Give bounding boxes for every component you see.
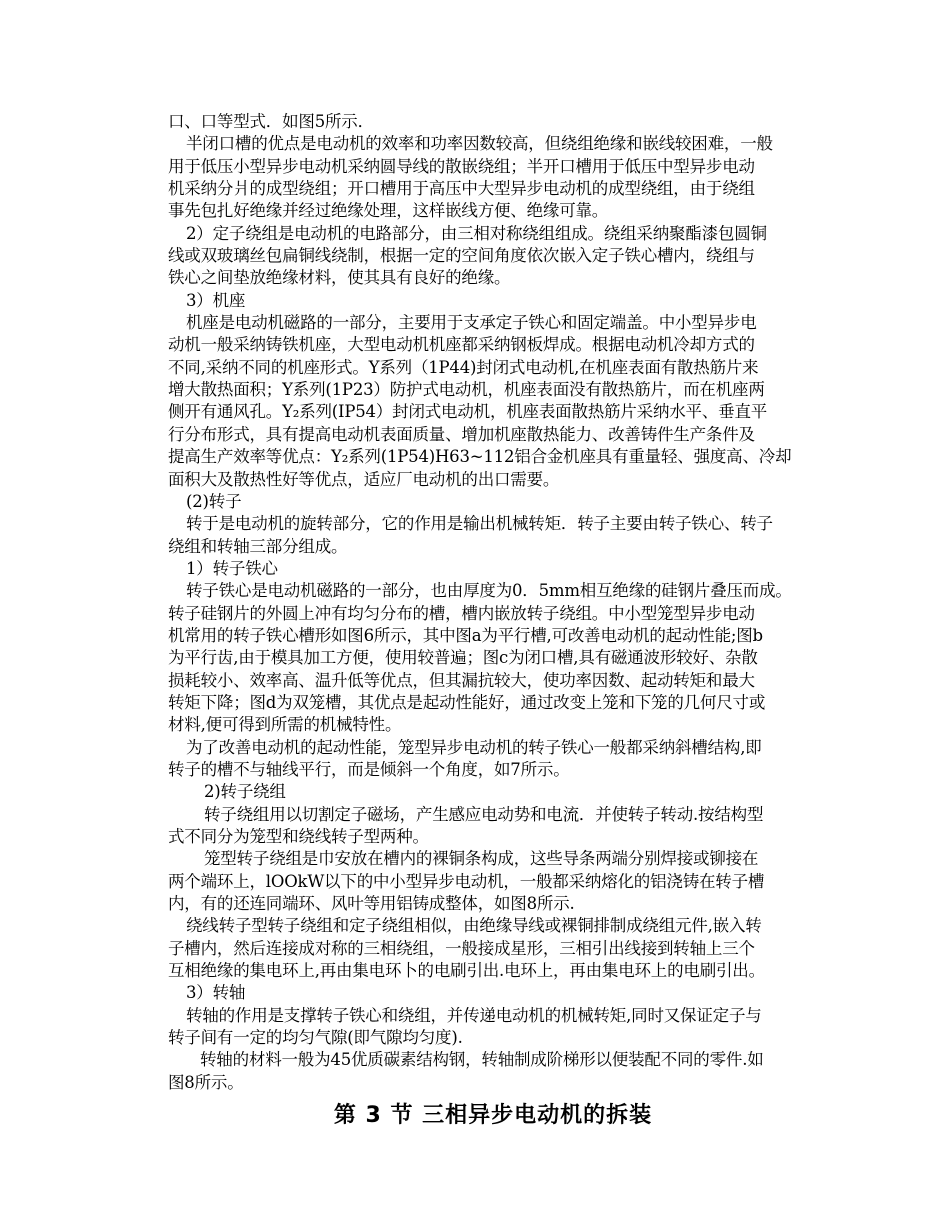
text-line: 材料,便可得到所需的机械特性。 <box>168 715 402 735</box>
text-line: 口、口等型式．如图5所示． <box>168 112 374 131</box>
text-line: 转子铁心是电动机磁路的一部分，也由厚度为0．5mm相互绝缘的硅钢片叠压而成。 <box>186 581 792 601</box>
text-line: 不同,采纳不同的机座形式。Y系列（1P44)封闭式电动机,在机座表面有散热筋片来 <box>168 357 759 377</box>
text-line: 半闭口槽的优点是电动机的效率和功率因数较高，但绕组绝缘和嵌线较困难，一般 <box>186 134 773 154</box>
text-line: 转矩下降；图d为双笼槽，其优点是起动性能好，通过改变上笼和下笼的几何尺寸或 <box>168 692 766 712</box>
text-line: 转子间有一定的均匀气隙(即气隙均匀度). <box>168 1028 463 1048</box>
text-line: 机座是电动机磁路的一部分，主要用于支承定子铁心和固定端盖。中小型异步电 <box>186 313 757 333</box>
text-line: 3）转轴 <box>186 983 246 1003</box>
text-line: 子槽内，然后连接成对称的三相绕组，一般接成星形，三相引出线接到转轴上三个 <box>168 938 755 958</box>
text-line: 提高生产效率等优点：Y₂系列(1P54)H63~112铝合金机座具有重量轻、强度高、冷却 <box>168 447 792 467</box>
text-line: 2）定子绕组是电动机的电路部分，由三相对称绕组组成。绕组采纳聚酯漆包圆铜 <box>186 223 767 243</box>
text-line: 两个端环上，lOOkW以下的中小型异步电动机，一般都采纳熔化的铝浇铸在转子槽 <box>168 871 765 891</box>
text-line: 转于是电动机的旋转部分，它的作用是输出机械转矩．转子主要由转子铁心、转子 <box>186 514 773 534</box>
text-line: 增大散热面积；Y系列(1P23）防护式电动机，机座表面没有散热筋片，而在机座两 <box>168 380 765 400</box>
text-line: 机采纳分爿的成型绕组；开口槽用于高压中大型异步电动机的成型绕组，由于绕组 <box>168 179 755 199</box>
text-line: 1）转子铁心 <box>186 558 278 578</box>
text-line: 为平行齿,由于模具加工方便，使用较普遍；图c为闭口槽,具有磁通波形较好、杂散 <box>168 648 758 668</box>
text-line: 动机一般采纳铸铁机座，大型电动机机座都采纳钢板焊成。根据电动机冷却方式的 <box>168 335 755 355</box>
text-line: 损耗较小、效率高、温升低等优点，但其漏抗较大，使功率因数、起动转矩和最大 <box>168 670 755 690</box>
text-line: 侧开有通风孔。Y₂系列(IP54）封闭式电动机，机座表面散热筋片采纳水平、垂直平 <box>168 402 768 422</box>
text-line: 绕线转子型转子绕组和定子绕组相似，由绝缘导线或裸铜排制成绕组元件,嵌入转 <box>186 916 762 936</box>
text-line: 用于低压小型异步电动机采纳圆导线的散嵌绕组；半开口槽用于低压中型异步电动 <box>168 156 755 176</box>
section-heading: 第 3 节 三相异步电动机的拆装 <box>333 1103 653 1129</box>
text-line: 面积大及散热性好等优点，适应厂电动机的出口需要。 <box>168 469 560 489</box>
text-line: 3）机座 <box>186 290 246 310</box>
text-line: 2)转子绕组 <box>204 782 286 802</box>
text-line: 转子硅钢片的外圆上冲有均匀分布的槽，槽内嵌放转子绕组。中小型笼型异步电动 <box>168 603 755 623</box>
text-line: 事先包扎好绝缘并经过绝缘处理，这样嵌线方便、绝缘可靠。 <box>168 201 609 221</box>
text-line: 笼型转子绕组是巾安放在槽内的裸铜条构成，这些导条两端分别焊接或铆接在 <box>204 849 759 869</box>
text-line: 内，有的还连同端环、风叶等用铝铸成整体，如图8所示. <box>168 894 575 914</box>
text-line: 转轴的材料一般为45优质碳素结构钢，转轴制成阶梯形以便装配不同的零件.如 <box>200 1050 764 1070</box>
text-line: 铁心之间垫放绝缘材料，使其具有良好的绝缘。 <box>168 268 511 288</box>
text-line: 转子绕组用以切割定子磁场，产生感应电动势和电流．并使转子转动.按结构型 <box>204 804 764 824</box>
text-line: 线或双玻璃丝包扁铜线绕制，根据一定的空间角度依次嵌入定子铁心槽内，绕组与 <box>168 246 755 266</box>
text-line: 为了改善电动机的起动性能，笼型异步电动机的转子铁心一般都采纳斜槽结构,即 <box>186 737 762 757</box>
text-line: 行分布形式，具有提高电动机表面质量、增加机座散热能力、改善铸件生产条件及 <box>168 424 755 444</box>
text-line: 转轴的作用是支撑转子铁心和绕组，并传递电动机的机械转矩,同时又保证定子与 <box>186 1005 762 1025</box>
body-text <box>168 111 858 1094</box>
text-line: 互相绝缘的集电环上,再由集电环卜的电刷引出.电环上，再由集电环上的电刷引出。 <box>168 961 765 981</box>
text-line: 绕组和转轴三部分组成。 <box>168 536 348 556</box>
text-line: 图8所示。 <box>168 1072 244 1092</box>
text-line: 式不同分为笼型和绕线转子型两种。 <box>168 827 429 846</box>
text-line: (2)转子 <box>186 491 242 511</box>
document-page <box>168 111 858 1130</box>
text-line: 转子的槽不与轴线平行，而是倾斜一个角度，如7所示。 <box>168 759 570 779</box>
text-line: 机常用的转子铁心槽形如图6所示，其中图a为平行槽,可改善电动机的起动性能;图b <box>168 625 763 645</box>
